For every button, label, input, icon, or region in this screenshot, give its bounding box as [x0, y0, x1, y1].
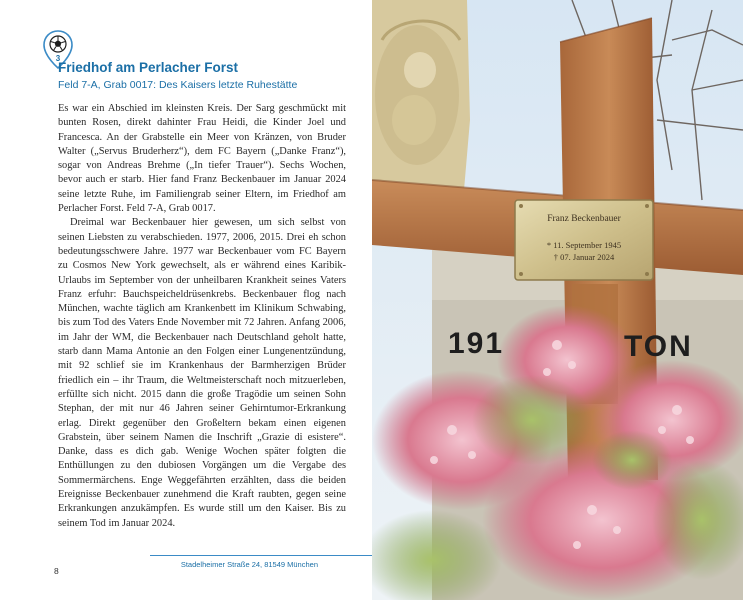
stone-inscription-left: 191	[448, 327, 505, 360]
plaque-born: * 11. September 1945	[546, 240, 622, 250]
grave-photo	[372, 0, 743, 600]
paragraph: Dreimal war Beckenbauer hier gewesen, um sich selbst von seinen Liebsten zu verabschieden. 1977, 2006, 2015. Drei eh schon bedeutungsschwere Jahre. 1977 war Beckenbauer vom FC Bayern zu Cosmos New York gewechselt, als er während eines Karibik-Urlaubs im September von der unheilbaren Krankheit seines Vaters Franz erfuhr: Bauchspeicheldrüsenkrebs. Beckenbauer flog nach München, wachte täglich am Krankenbett im Klinikum Schwabing, bis zum Tod des Vaters Ende November mit 72 Jahren. Anfang 2006, im Jahr der WM, die Beckenbauer nach Deutschland geholt hatte, starb dann Mama Antonie an den Folgen einer Lungenentzündung, mit 92 schlief sie im Krankenhaus der Barmherzigen Brüder friedlich ein – ihr Traum, die Weltmeisterschaft noch mitzuerleben, erfüllte sich nicht. 2015 dann die große Tragödie um seinen Sohn Stephan, der mit nur 46 Jahren seiner Gehirntumor-Erkrankung erlag. Direkt gegenüber den Großeltern bekam einen eigenen Grabstein, über seinem Namen die Inschrift „Grazie di esistere“. Danke, dass es dich gab. Wenige Wochen später folgten die Enthüllungen zu den dubiosen Vorgängen um die Vergabe des Sommermärchens. Enge Weggefährten erzählten, dass die beiden Ereignisse Beckenbauer zunehmend die Kraft raubten, gegen seine Erkrankungen anzukämpfen. Es wurde still um den Kaiser. Bis zu seinem Tod im Januar 2024.	[58, 217, 346, 529]
plaque-died: † 07. Januar 2024	[553, 252, 615, 262]
chapter-subtitle: Feld 7-A, Grab 0017: Des Kaisers letzte Ruhestätte	[58, 79, 298, 91]
chapter-number: 3	[55, 54, 61, 63]
footer-address: Stadelheimer Straße 24, 81549 München	[180, 560, 318, 569]
article-body	[58, 102, 346, 531]
photo-scene	[372, 0, 743, 600]
footer-rule	[150, 555, 372, 556]
plaque-name: Franz Beckenbauer	[547, 214, 621, 224]
stone-inscription-right: TON	[624, 330, 693, 363]
paragraph: Es war ein Abschied im kleinsten Kreis. Der Sarg geschmückt mit bunten Rosen, direkt dahinter Frau Heidi, die Kinder Joel und Francesca. An der Grabstelle ein Meer von Kränzen, von Bruder Walter („Servus Bruderherz“), dem FC Bayern („Danke Franz“), sogar von Andreas Brehme („In tiefer Trauer“). Sechs Wochen, bevor auch er starb. Hier fand Franz Beckenbauer im Januar 2024 seine letzte Ruhe, im Familiengrab seiner Eltern, im Friedhof am Perlacher Forst. Feld 7-A, Grab 0017.	[58, 103, 346, 215]
chapter-title: Friedhof am Perlacher Forst	[58, 60, 239, 75]
page-number: 8	[54, 566, 59, 576]
